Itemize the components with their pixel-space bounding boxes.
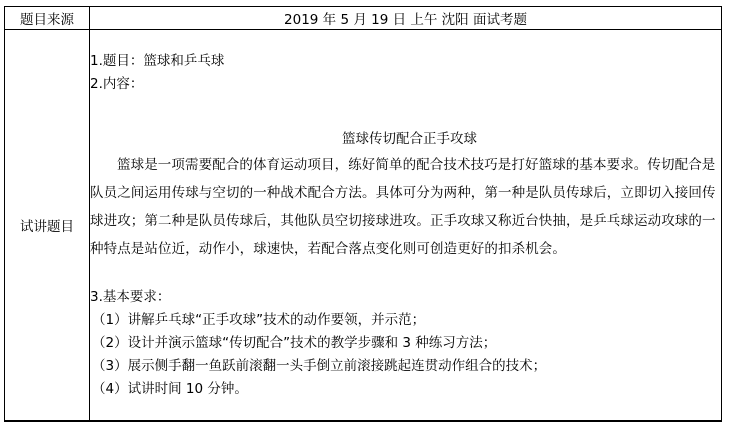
content-row	[5, 30, 722, 421]
topic-line: 1.题目：篮球和乒乓球	[90, 52, 225, 69]
exam-source-title: 2019 年 5 月 19 日 上午 沈阳 面试考题	[90, 7, 722, 30]
header-row	[5, 7, 722, 30]
source-label: 题目来源	[5, 7, 90, 30]
passage-text: 篮球是一项需要配合的体育运动项目，练好简单的配合技术技巧是打好篮球的基本要求。传切配合是队员之间运用传球与空切的一种战术配合方法。具体可分为两种，第一种是队员传球后，立即切入接回传球进攻；第二种是队员传球后，其他队员空切接球进攻。正手攻球又称近台快抽，是乒乓球运动攻球的一种特点是站位近，动作小，球速快，若配合落点变化则可创造更好的扣杀机会。	[90, 156, 716, 257]
content-line: 2.内容：	[90, 75, 144, 92]
requirement-item: （4）试讲时间 10 分钟。	[92, 380, 248, 397]
content-cell	[90, 30, 722, 421]
requirements-heading: 3.基本要求：	[90, 288, 171, 305]
exam-table	[4, 6, 722, 421]
table-bottom-border	[4, 421, 722, 422]
passage-title: 篮球传切配合正手攻球	[342, 130, 477, 147]
requirement-item: （3）展示侧手翻一鱼跃前滚翻一头手倒立前滚接跳起连贯动作组合的技术；	[92, 357, 547, 374]
requirement-item: （2）设计并演示篮球“传切配合”技术的教学步骤和 3 种练习方法；	[92, 334, 497, 351]
blank-space	[90, 96, 721, 128]
requirement-item: （1）讲解乒乓球“正手攻球”技术的动作要领，并示范；	[92, 311, 426, 328]
lecture-topic-label: 试讲题目	[5, 30, 90, 421]
blank-space-2	[90, 263, 721, 286]
